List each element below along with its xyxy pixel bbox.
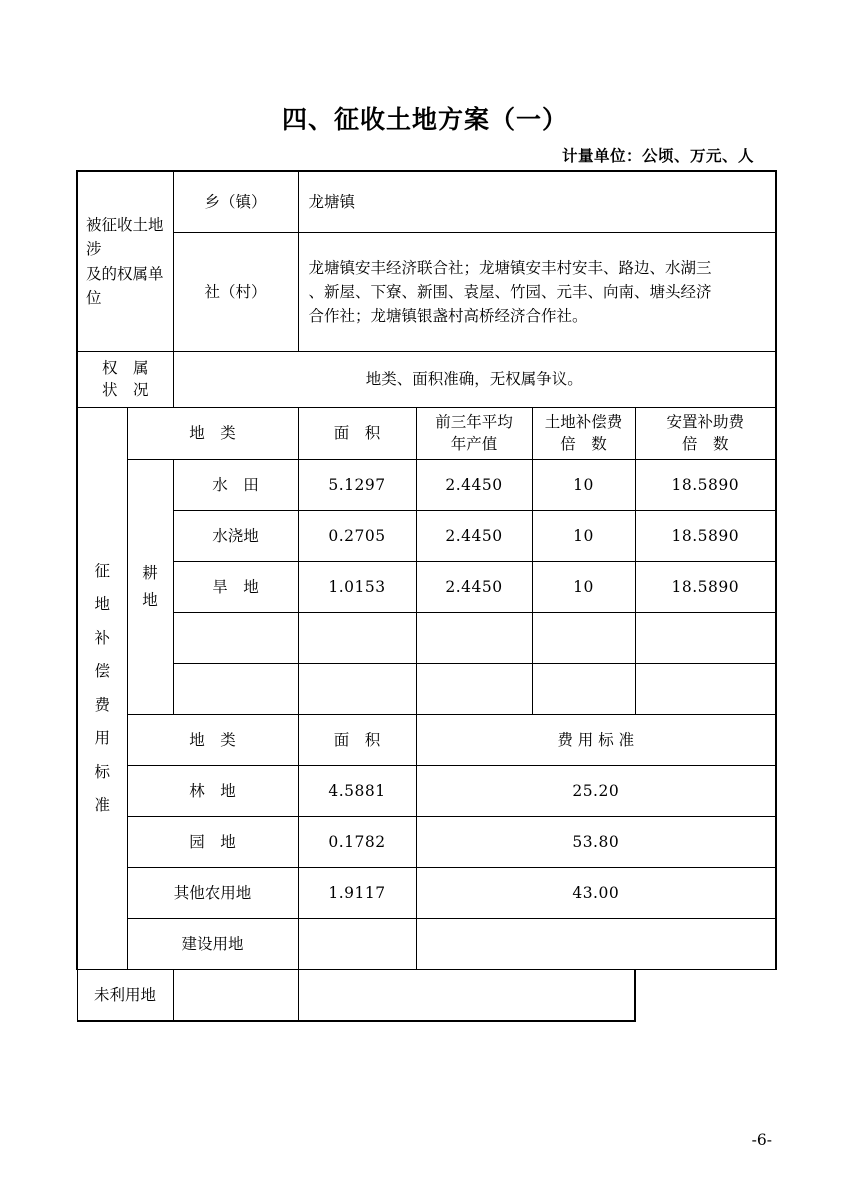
cell-fee-standard: 25.20: [416, 766, 776, 817]
cell-resettle-mult: 18.5890: [635, 562, 776, 613]
table-row: [77, 817, 776, 868]
vlabel-char-7: 准: [94, 796, 110, 814]
table-row-village: [77, 233, 776, 352]
cell-area: [298, 664, 416, 715]
village-value-line-1: 龙塘镇安丰经济联合社；龙塘镇安丰村安丰、路边、水湖三: [308, 258, 712, 277]
cell-land-type: 建设用地: [127, 919, 298, 970]
cell-land-type: 水 田: [173, 460, 298, 511]
header-resettle-line1: 安置补助费: [666, 412, 745, 431]
vlabel-char-4: 费: [94, 695, 110, 714]
header-area-b: 面 积: [298, 715, 416, 766]
cell-land-comp-mult: 10: [532, 460, 635, 511]
header-fee-standard: 费 用 标 准: [416, 715, 776, 766]
group-label-char-0: 耕: [142, 563, 158, 582]
table-header-row-cultivated: [77, 408, 776, 460]
cell-land-comp-mult: [532, 664, 635, 715]
table-row: [77, 562, 776, 613]
header-land-type-b: 地 类: [127, 715, 298, 766]
cell-land-comp-mult: 10: [532, 562, 635, 613]
village-value-line-3: 合作社；龙塘镇银盏村高桥经济合作社。: [308, 307, 588, 325]
cell-area: [173, 970, 298, 1022]
header-land-compensation-multiplier: [532, 408, 635, 460]
cell-fee-standard: 53.80: [416, 817, 776, 868]
township-label: 乡（镇）: [173, 171, 298, 233]
cell-land-type: 园 地: [127, 817, 298, 868]
cell-avg-yield: [416, 613, 532, 664]
cell-fee-standard: [298, 970, 635, 1022]
header-resettle-line2: 倍 数: [682, 434, 729, 453]
ownership-status-label-line2: 状 况: [102, 380, 149, 399]
table-row: [77, 868, 776, 919]
vlabel-char-0: 征: [94, 561, 110, 580]
cell-resettle-mult: [635, 613, 776, 664]
cell-area: 1.0153: [298, 562, 416, 613]
compensation-vertical-label-chars: [78, 555, 127, 823]
page-number: -6-: [751, 1131, 772, 1149]
table-header-row-fee-standard: [77, 715, 776, 766]
ownership-units-label-line2: 及的权属单位: [86, 264, 164, 307]
page-title: 四、征收土地方案（一）: [281, 105, 568, 134]
cell-land-type: 旱 地: [173, 562, 298, 613]
table-row: [77, 511, 776, 562]
measurement-unit-note: 计量单位：公顷、万元、人: [561, 146, 754, 165]
cultivated-land-group-label: [127, 460, 173, 715]
table-row-township: [77, 171, 776, 233]
ownership-status-value: 地类、面积准确，无权属争议。: [173, 352, 776, 408]
cell-area: 4.5881: [298, 766, 416, 817]
table-row: [77, 919, 776, 970]
header-land-comp-line1: 土地补偿费: [544, 412, 623, 431]
cell-land-type: 未利用地: [77, 970, 173, 1022]
header-avg-yield-line1: 前三年平均: [435, 412, 513, 431]
village-value-cell: [298, 233, 776, 352]
header-avg-yield-line2: 年产值: [450, 434, 498, 453]
cell-area: 5.1297: [298, 460, 416, 511]
table-row: [77, 613, 776, 664]
cell-area: [298, 613, 416, 664]
group-label-char-1: 地: [142, 591, 158, 609]
village-label: 社（村）: [173, 233, 298, 352]
vlabel-char-3: 偿: [94, 662, 110, 680]
header-land-type-a: 地 类: [127, 408, 298, 460]
header-area-a: 面 积: [298, 408, 416, 460]
cell-land-type: [173, 613, 298, 664]
village-value-line-2: 、新屋、下寮、新围、袁屋、竹园、元丰、向南、塘头经济: [308, 282, 712, 301]
ownership-units-row-label: [77, 171, 173, 352]
cell-land-comp-mult: [532, 613, 635, 664]
land-acquisition-table-wrapper: [76, 170, 775, 1022]
township-value: 龙塘镇: [308, 192, 356, 211]
cell-fee-standard: [416, 919, 776, 970]
ownership-units-label-line1: 被征收土地涉: [86, 216, 164, 259]
cell-resettle-mult: 18.5890: [635, 460, 776, 511]
table-row-ownership-status: [77, 352, 776, 408]
table-row: [77, 766, 776, 817]
cell-avg-yield: 2.4450: [416, 511, 532, 562]
cell-avg-yield: 2.4450: [416, 562, 532, 613]
table-row: [77, 970, 776, 1022]
ownership-status-label: [77, 352, 173, 408]
cell-land-type: 其他农用地: [127, 868, 298, 919]
header-resettlement-multiplier: [635, 408, 776, 460]
cell-resettle-mult: 18.5890: [635, 511, 776, 562]
cell-avg-yield: 2.4450: [416, 460, 532, 511]
cell-area: [298, 919, 416, 970]
township-value-cell: [298, 171, 776, 233]
cell-area: 1.9117: [298, 868, 416, 919]
vlabel-char-2: 补: [94, 628, 110, 647]
cell-land-type: 水浇地: [173, 511, 298, 562]
cell-land-type: [173, 664, 298, 715]
ownership-status-label-line1: 权 属: [102, 358, 149, 377]
vlabel-char-5: 用: [94, 729, 110, 747]
table-row: [77, 460, 776, 511]
cell-resettle-mult: [635, 664, 776, 715]
cell-area: 0.2705: [298, 511, 416, 562]
cell-avg-yield: [416, 664, 532, 715]
header-land-comp-line2: 倍 数: [560, 434, 607, 453]
cell-land-type: 林 地: [127, 766, 298, 817]
village-value: [299, 250, 776, 334]
cell-fee-standard: 43.00: [416, 868, 776, 919]
cell-area: 0.1782: [298, 817, 416, 868]
vlabel-char-1: 地: [94, 595, 110, 613]
compensation-vertical-label: [77, 408, 127, 970]
table-row: [77, 664, 776, 715]
vlabel-char-6: 标: [94, 762, 110, 781]
land-acquisition-table: [76, 170, 777, 1022]
cultivated-label-chars: [128, 560, 173, 615]
cell-land-comp-mult: 10: [532, 511, 635, 562]
header-avg-yield: [416, 408, 532, 460]
